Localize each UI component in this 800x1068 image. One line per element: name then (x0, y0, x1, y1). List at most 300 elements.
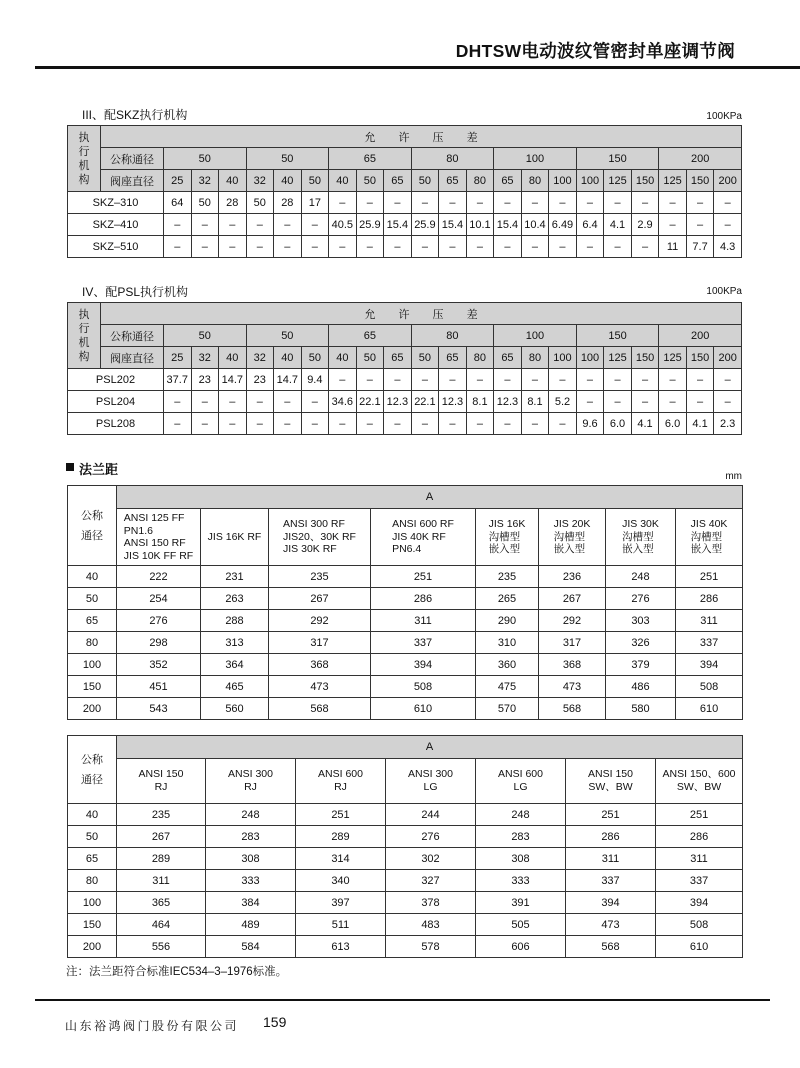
flange-standard-label: ANSI 600 LG (498, 768, 543, 793)
pressure-value-cell: – (604, 236, 632, 258)
flange-standard-label: ANSI 150、600 SW、BW (662, 768, 736, 793)
actuator-model-cell: SKZ–310 (68, 192, 164, 214)
pressure-value-cell: 5.2 (549, 391, 577, 413)
flange-standard-header (206, 759, 296, 804)
pressure-value-cell: – (274, 214, 302, 236)
flange-distance-cell: 505 (476, 914, 566, 936)
flange-distance-cell: 397 (296, 892, 386, 914)
table-body (68, 804, 743, 958)
pressure-value-cell: – (301, 236, 329, 258)
flange-distance-cell: 368 (539, 654, 606, 676)
flange-distance-cell: 251 (296, 804, 386, 826)
pressure-value-cell: – (301, 214, 329, 236)
flange-distance-cell: 464 (117, 914, 206, 936)
pressure-value-cell: – (549, 236, 577, 258)
skz-pressure-table (67, 125, 742, 258)
flange-distance-cell: 289 (117, 848, 206, 870)
flange-standard-header (539, 509, 606, 566)
pressure-value-cell: – (714, 369, 742, 391)
pressure-value-cell: – (246, 413, 274, 435)
pressure-unit-skz: 100KPa (706, 111, 742, 122)
flange-standard-header (386, 759, 476, 804)
pressure-value-cell: 15.4 (494, 214, 522, 236)
pressure-value-cell: – (164, 214, 192, 236)
actuator-model-cell: SKZ–410 (68, 214, 164, 236)
table-row (68, 214, 742, 236)
square-bullet-icon (66, 463, 74, 471)
flange-distance-cell: 314 (296, 848, 386, 870)
flange-distance-cell: 311 (117, 870, 206, 892)
table-body (68, 192, 742, 258)
flange-standard-header (117, 759, 206, 804)
table-body (68, 369, 742, 435)
footer-company-name: 山东裕鸿阀门股份有限公司 (65, 1019, 240, 1033)
seat-diameter-cell: 65 (384, 347, 412, 369)
pressure-value-cell: – (659, 369, 687, 391)
pressure-value-cell: – (384, 369, 412, 391)
flange-distance-cell: 283 (206, 826, 296, 848)
flange-distance-cell: 248 (606, 566, 676, 588)
pressure-value-cell: – (604, 192, 632, 214)
table-row (68, 413, 742, 435)
pressure-value-cell: – (274, 391, 302, 413)
table-row (68, 698, 743, 720)
flange-distance-cell: 365 (117, 892, 206, 914)
nominal-size-cell: 50 (246, 325, 329, 347)
pressure-value-cell: – (631, 236, 659, 258)
flange-distance-cell: 251 (656, 804, 743, 826)
nominal-size-cell: 50 (68, 588, 117, 610)
pressure-value-cell: 6.0 (604, 413, 632, 435)
pressure-value-cell: – (246, 391, 274, 413)
flange-distance-cell: 267 (539, 588, 606, 610)
flange-standard-label: JIS 30K 沟槽型 嵌入型 (622, 518, 659, 556)
pressure-value-cell: 17 (301, 192, 329, 214)
dimension-unit: mm (725, 471, 742, 482)
pressure-value-cell: – (659, 391, 687, 413)
flange-distance-cell: 248 (206, 804, 296, 826)
seat-diameter-cell: 65 (494, 347, 522, 369)
nominal-size-cell: 100 (68, 654, 117, 676)
flange-distance-cell: 244 (386, 804, 476, 826)
flange-distance-cell: 303 (606, 610, 676, 632)
header-row (68, 347, 742, 369)
nominal-size-cell: 100 (494, 148, 577, 170)
nominal-size-cell: 65 (329, 148, 412, 170)
pressure-value-cell: 22.1 (411, 391, 439, 413)
flange-distance-cell: 317 (539, 632, 606, 654)
flange-standard-header (371, 509, 476, 566)
flange-standard-header (656, 759, 743, 804)
pressure-value-cell: – (164, 413, 192, 435)
table-row (68, 870, 743, 892)
seat-diameter-cell: 32 (191, 347, 219, 369)
pressure-value-cell: – (356, 413, 384, 435)
seat-diameter-cell: 40 (274, 347, 302, 369)
seat-diameter-cell: 125 (659, 347, 687, 369)
pressure-value-cell: 25.9 (356, 214, 384, 236)
actuator-model-cell: PSL202 (68, 369, 164, 391)
page-number: 159 (263, 1014, 287, 1030)
dimension-a-header: A (117, 486, 743, 509)
pressure-value-cell: – (219, 214, 247, 236)
section-title-skz: III、配SKZ执行机构 (82, 108, 188, 122)
seat-diameter-cell: 65 (439, 170, 467, 192)
pressure-value-cell: – (494, 413, 522, 435)
flange-distance-cell: 352 (117, 654, 201, 676)
table-header (68, 126, 742, 192)
nominal-size-cell: 65 (68, 848, 117, 870)
pressure-value-cell: 9.6 (576, 413, 604, 435)
table-row (68, 914, 743, 936)
header-row (68, 486, 743, 509)
flange-distance-cell: 333 (476, 870, 566, 892)
flange-standard-label: ANSI 300 RF JIS20、30K RF JIS 30K RF (283, 518, 356, 556)
pressure-value-cell: – (219, 391, 247, 413)
flange-distance-cell: 276 (386, 826, 476, 848)
flange-distance-cell: 327 (386, 870, 476, 892)
pressure-value-cell: – (686, 391, 714, 413)
flange-standard-label: ANSI 150 RJ (138, 768, 184, 793)
flange-distance-cell: 337 (371, 632, 476, 654)
flange-distance-cell: 337 (566, 870, 656, 892)
flange-distance-cell: 286 (371, 588, 476, 610)
nominal-size-header-cell (68, 736, 117, 804)
allowable-pressure-header: 允 许 压 差 (101, 303, 742, 325)
flange-distance-table-2 (67, 735, 743, 958)
header-row (68, 509, 743, 566)
pressure-value-cell: – (439, 192, 467, 214)
flange-standard-label: ANSI 300 LG (408, 768, 453, 793)
pressure-value-cell: – (191, 236, 219, 258)
flange-distance-cell: 317 (269, 632, 371, 654)
flange-standard-header (476, 509, 539, 566)
flange-distance-cell: 276 (606, 588, 676, 610)
pressure-value-cell: – (384, 192, 412, 214)
pressure-value-cell: – (411, 369, 439, 391)
pressure-value-cell: 10.1 (466, 214, 494, 236)
nominal-size-cell: 40 (68, 804, 117, 826)
actuator-header-label: 执行机构 (78, 308, 90, 363)
nominal-size-cell: 150 (68, 914, 117, 936)
pressure-value-cell: – (219, 236, 247, 258)
flange-distance-cell: 337 (656, 870, 743, 892)
flange-distance-cell: 610 (371, 698, 476, 720)
pressure-value-cell: – (659, 214, 687, 236)
flange-standard-label: ANSI 600 RJ (318, 768, 363, 793)
seat-diameter-cell: 100 (576, 347, 604, 369)
pressure-value-cell: 12.3 (439, 391, 467, 413)
nominal-size-cell: 150 (68, 676, 117, 698)
pressure-value-cell: 4.1 (604, 214, 632, 236)
pressure-value-cell: 22.1 (356, 391, 384, 413)
flange-standard-header (201, 509, 269, 566)
allowable-pressure-header: 允 许 压 差 (101, 126, 742, 148)
pressure-value-cell: – (384, 413, 412, 435)
pressure-value-cell: – (356, 236, 384, 258)
seat-diameter-cell: 150 (631, 170, 659, 192)
table-header (68, 736, 743, 804)
pressure-value-cell: – (631, 391, 659, 413)
seat-diameter-label: 阀座直径 (101, 347, 164, 369)
nominal-size-cell: 200 (659, 148, 742, 170)
pressure-value-cell: – (576, 236, 604, 258)
flange-distance-cell: 286 (566, 826, 656, 848)
flange-standard-label: ANSI 300 RJ (228, 768, 273, 793)
pressure-value-cell: – (329, 413, 357, 435)
pressure-value-cell: – (301, 391, 329, 413)
pressure-value-cell: – (604, 391, 632, 413)
nominal-size-header-label: 公称 通径 (81, 753, 103, 786)
pressure-value-cell: 9.4 (301, 369, 329, 391)
seat-diameter-cell: 80 (521, 347, 549, 369)
flange-distance-cell: 292 (269, 610, 371, 632)
seat-diameter-cell: 65 (494, 170, 522, 192)
nominal-size-cell: 65 (68, 610, 117, 632)
pressure-value-cell: 7.7 (686, 236, 714, 258)
pressure-value-cell: – (466, 369, 494, 391)
pressure-value-cell: 34.6 (329, 391, 357, 413)
flange-standard-label: ANSI 150 SW、BW (588, 768, 633, 793)
pressure-value-cell: – (466, 192, 494, 214)
flange-distance-cell: 568 (566, 936, 656, 958)
flange-distance-cell: 568 (539, 698, 606, 720)
section-title-flange: 法兰距 (79, 462, 119, 477)
seat-diameter-cell: 50 (356, 170, 384, 192)
flange-distance-cell: 292 (539, 610, 606, 632)
pressure-value-cell: 14.7 (274, 369, 302, 391)
header-row (68, 126, 742, 148)
flange-distance-cell: 251 (566, 804, 656, 826)
nominal-size-cell: 50 (68, 826, 117, 848)
header-row (68, 148, 742, 170)
pressure-value-cell: – (686, 369, 714, 391)
flange-distance-cell: 543 (117, 698, 201, 720)
flange-distance-cell: 556 (117, 936, 206, 958)
nominal-size-cell: 100 (494, 325, 577, 347)
pressure-value-cell: – (164, 236, 192, 258)
flange-distance-cell: 286 (656, 826, 743, 848)
pressure-value-cell: – (411, 192, 439, 214)
pressure-value-cell: 37.7 (164, 369, 192, 391)
pressure-value-cell: – (549, 192, 577, 214)
pressure-value-cell: – (576, 369, 604, 391)
dimension-a-header: A (117, 736, 743, 759)
pressure-value-cell: 25.9 (411, 214, 439, 236)
flange-distance-cell: 326 (606, 632, 676, 654)
nominal-size-cell: 65 (329, 325, 412, 347)
nominal-size-label: 公称通径 (101, 325, 164, 347)
actuator-header-label: 执行机构 (78, 131, 90, 186)
pressure-value-cell: 10.4 (521, 214, 549, 236)
flange-distance-cell: 310 (476, 632, 539, 654)
seat-diameter-cell: 125 (659, 170, 687, 192)
flange-distance-cell: 368 (269, 654, 371, 676)
pressure-value-cell: 4.1 (686, 413, 714, 435)
pressure-value-cell: – (466, 413, 494, 435)
pressure-value-cell: – (494, 192, 522, 214)
pressure-value-cell: – (246, 214, 274, 236)
nominal-size-header-label: 公称 通径 (81, 509, 103, 542)
flange-distance-cell: 302 (386, 848, 476, 870)
flange-distance-cell: 473 (566, 914, 656, 936)
nominal-size-cell: 200 (68, 936, 117, 958)
nominal-size-cell: 150 (576, 148, 659, 170)
actuator-model-cell: SKZ–510 (68, 236, 164, 258)
seat-diameter-cell: 100 (576, 170, 604, 192)
pressure-value-cell: 12.3 (494, 391, 522, 413)
pressure-value-cell: – (659, 192, 687, 214)
nominal-size-cell: 200 (659, 325, 742, 347)
pressure-value-cell: 15.4 (439, 214, 467, 236)
seat-diameter-cell: 80 (466, 170, 494, 192)
table-row (68, 654, 743, 676)
pressure-value-cell: 6.4 (576, 214, 604, 236)
flange-distance-cell: 235 (476, 566, 539, 588)
seat-diameter-cell: 150 (686, 170, 714, 192)
flange-distance-cell: 560 (201, 698, 269, 720)
flange-distance-cell: 379 (606, 654, 676, 676)
flange-distance-cell: 267 (269, 588, 371, 610)
pressure-value-cell: 28 (219, 192, 247, 214)
nominal-size-cell: 50 (164, 325, 247, 347)
actuator-header-cell (68, 303, 101, 369)
flange-distance-cell: 231 (201, 566, 269, 588)
flange-distance-cell: 570 (476, 698, 539, 720)
seat-diameter-cell: 40 (219, 170, 247, 192)
pressure-value-cell: 14.7 (219, 369, 247, 391)
pressure-value-cell: – (521, 236, 549, 258)
seat-diameter-cell: 25 (164, 170, 192, 192)
flange-distance-cell: 508 (371, 676, 476, 698)
header-rule (35, 66, 800, 69)
table-header (68, 303, 742, 369)
flange-distance-cell: 265 (476, 588, 539, 610)
flange-standard-header (476, 759, 566, 804)
seat-diameter-cell: 80 (466, 347, 494, 369)
pressure-value-cell: – (329, 192, 357, 214)
pressure-value-cell: – (301, 413, 329, 435)
seat-diameter-cell: 40 (329, 347, 357, 369)
seat-diameter-cell: 32 (246, 347, 274, 369)
pressure-value-cell: 50 (191, 192, 219, 214)
pressure-value-cell: – (576, 192, 604, 214)
pressure-value-cell: – (714, 192, 742, 214)
nominal-size-cell: 100 (68, 892, 117, 914)
pressure-unit-psl: 100KPa (706, 286, 742, 297)
flange-standard-label: ANSI 600 RF JIS 40K RF PN6.4 (392, 518, 454, 556)
pressure-value-cell: – (439, 413, 467, 435)
seat-diameter-cell: 200 (714, 170, 742, 192)
flange-distance-cell: 364 (201, 654, 269, 676)
flange-distance-cell: 511 (296, 914, 386, 936)
pressure-value-cell: – (714, 214, 742, 236)
table-row (68, 848, 743, 870)
flange-distance-cell: 286 (676, 588, 743, 610)
seat-diameter-cell: 80 (521, 170, 549, 192)
nominal-size-cell: 80 (411, 325, 494, 347)
table-row (68, 610, 743, 632)
seat-diameter-cell: 100 (549, 347, 577, 369)
pressure-value-cell: 6.49 (549, 214, 577, 236)
table-row (68, 236, 742, 258)
table-row (68, 826, 743, 848)
pressure-value-cell: – (521, 413, 549, 435)
pressure-value-cell: 23 (191, 369, 219, 391)
nominal-size-cell: 200 (68, 698, 117, 720)
flange-distance-cell: 311 (656, 848, 743, 870)
flange-distance-cell: 508 (656, 914, 743, 936)
pressure-value-cell: – (384, 236, 412, 258)
pressure-value-cell: 23 (246, 369, 274, 391)
flange-distance-table-1 (67, 485, 743, 720)
flange-distance-cell: 283 (476, 826, 566, 848)
table-row (68, 391, 742, 413)
flange-distance-cell: 311 (566, 848, 656, 870)
pressure-value-cell: – (411, 413, 439, 435)
header-row (68, 759, 743, 804)
pressure-value-cell: – (246, 236, 274, 258)
flange-standard-header (269, 509, 371, 566)
pressure-value-cell: – (604, 369, 632, 391)
actuator-model-cell: PSL208 (68, 413, 164, 435)
pressure-value-cell: 2.9 (631, 214, 659, 236)
flange-distance-cell: 222 (117, 566, 201, 588)
flange-distance-cell: 394 (566, 892, 656, 914)
pressure-value-cell: 4.3 (714, 236, 742, 258)
table-row (68, 192, 742, 214)
flange-distance-cell: 606 (476, 936, 566, 958)
flange-distance-cell: 308 (476, 848, 566, 870)
header-row (68, 736, 743, 759)
flange-distance-cell: 288 (201, 610, 269, 632)
flange-distance-cell: 610 (676, 698, 743, 720)
pressure-value-cell: 6.0 (659, 413, 687, 435)
pressure-value-cell: 8.1 (521, 391, 549, 413)
pressure-value-cell: – (329, 236, 357, 258)
flange-distance-cell: 337 (676, 632, 743, 654)
table-row (68, 369, 742, 391)
flange-distance-cell: 465 (201, 676, 269, 698)
flange-distance-cell: 360 (476, 654, 539, 676)
flange-distance-cell: 251 (371, 566, 476, 588)
flange-standard-label: JIS 16K 沟槽型 嵌入型 (488, 518, 526, 556)
seat-diameter-cell: 50 (301, 347, 329, 369)
pressure-value-cell: 12.3 (384, 391, 412, 413)
pressure-value-cell: 2.3 (714, 413, 742, 435)
flange-distance-cell: 313 (201, 632, 269, 654)
pressure-value-cell: 15.4 (384, 214, 412, 236)
flange-distance-cell: 610 (656, 936, 743, 958)
nominal-size-cell: 150 (576, 325, 659, 347)
table-row (68, 804, 743, 826)
seat-diameter-cell: 65 (384, 170, 412, 192)
seat-diameter-cell: 32 (191, 170, 219, 192)
flange-standard-header (676, 509, 743, 566)
pressure-value-cell: – (356, 369, 384, 391)
table-row (68, 676, 743, 698)
pressure-value-cell: – (494, 369, 522, 391)
flange-standard-label: JIS 40K 沟槽型 嵌入型 (690, 518, 728, 556)
table-row (68, 632, 743, 654)
pressure-value-cell: – (439, 369, 467, 391)
seat-diameter-cell: 125 (604, 170, 632, 192)
seat-diameter-cell: 25 (164, 347, 192, 369)
pressure-value-cell: – (219, 413, 247, 435)
actuator-header-cell (68, 126, 101, 192)
flange-standard-note: 注：法兰距符合标准IEC534–3–1976标准。 (66, 966, 288, 978)
seat-diameter-cell: 40 (329, 170, 357, 192)
